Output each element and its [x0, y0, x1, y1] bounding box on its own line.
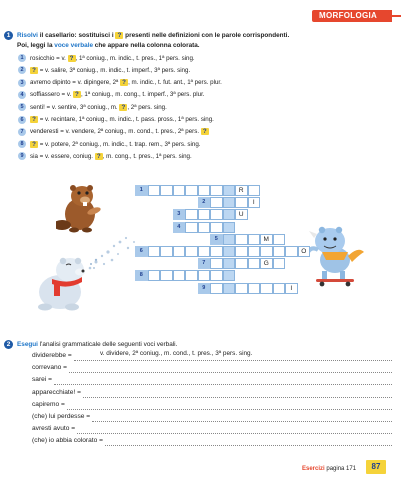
answer-line[interactable]: [83, 397, 392, 398]
crossword-cell[interactable]: [160, 270, 173, 281]
definition-number: 3: [18, 79, 26, 87]
page-number: 87: [366, 460, 386, 474]
crossword-cell[interactable]: [223, 234, 236, 245]
crossword-row-number: 8: [135, 270, 148, 281]
crossword-cell[interactable]: [273, 234, 286, 245]
definition-text: ? = v. potere, 2ª coniug., m. indic., t. trap. rem., 3ª pers. sing.: [30, 141, 201, 148]
definition-text: rosicchio = v. ? , 1ª coniug., m. indic., t. pres., 1ª pers. sing.: [30, 54, 195, 62]
question-marker: ?: [68, 55, 76, 62]
crossword-cell[interactable]: [223, 197, 236, 208]
question-marker: ?: [201, 128, 209, 135]
crossword-cell[interactable]: [173, 185, 186, 196]
crossword-cell[interactable]: [185, 270, 198, 281]
answer-line[interactable]: [69, 372, 392, 373]
crossword-grid: [135, 185, 305, 320]
crossword-cell[interactable]: M: [260, 234, 273, 245]
question-marker: ?: [119, 104, 127, 111]
question-marker: ?: [30, 67, 38, 74]
crossword-cell[interactable]: [248, 258, 261, 269]
crossword-cell[interactable]: [210, 209, 223, 220]
crossword-cell[interactable]: [210, 185, 223, 196]
definition-row: [18, 116, 214, 126]
crossword-cell[interactable]: [223, 270, 236, 281]
exercise-1-instruction-line1: [17, 32, 289, 39]
definition-number: 2: [18, 66, 26, 74]
crossword-cell[interactable]: [198, 246, 211, 257]
crossword-cell[interactable]: [173, 270, 186, 281]
beaver-illustration: [56, 178, 116, 236]
definition-text: ? = v. salire, 3ª coniug., m. indic., t. imperf., 3ª pers. sing.: [30, 67, 190, 74]
footer-reference: [302, 466, 356, 472]
crossword-cell[interactable]: [210, 222, 223, 233]
crossword-cell[interactable]: [185, 185, 198, 196]
crossword-cell[interactable]: [260, 246, 273, 257]
verb-item-label: dividerebbe =: [32, 352, 72, 359]
answer-line[interactable]: [54, 384, 392, 385]
crossword-row-number: 5: [210, 234, 223, 245]
crossword-cell[interactable]: [210, 246, 223, 257]
question-marker: ?: [95, 153, 103, 160]
question-marker: ?: [73, 91, 81, 98]
definition-row: [18, 54, 195, 64]
crossword-cell[interactable]: [148, 270, 161, 281]
crossword-cell[interactable]: [210, 258, 223, 269]
crossword-cell[interactable]: [198, 185, 211, 196]
crossword-cell[interactable]: [248, 246, 261, 257]
crossword-cell[interactable]: [185, 246, 198, 257]
definition-text: ? = v. recintare, 1ª coniug., m. indic., t. pass. pross., 1ª pers. sing.: [30, 116, 214, 123]
instruction-highlight: voce verbale: [54, 42, 94, 49]
filled-answer: v. dividere, 2ª coniug., m. cond., t. pres., 3ª pers. sing.: [100, 350, 253, 357]
crossword-cell[interactable]: [273, 258, 286, 269]
verb-item-label: (che) lui perdesse =: [32, 413, 91, 420]
crossword-cell[interactable]: G: [260, 258, 273, 269]
instruction-text-3: Poi, leggi la: [17, 42, 55, 49]
crossword-cell[interactable]: [160, 246, 173, 257]
crossword-cell[interactable]: [198, 270, 211, 281]
definition-row: [18, 140, 201, 150]
crossword-cell[interactable]: [248, 185, 261, 196]
crossword-row-number: 2: [198, 197, 211, 208]
crossword-cell[interactable]: I: [285, 283, 298, 294]
crossword-row-number: 3: [173, 209, 186, 220]
crossword-cell[interactable]: [235, 246, 248, 257]
exercise-1-instruction-line2: [17, 42, 200, 49]
crossword-cell[interactable]: [148, 246, 161, 257]
crossword-cell[interactable]: [235, 197, 248, 208]
definition-text: senti! = v. sentire, 3ª coniug., m. ? , 2ª pers. sing.: [30, 103, 167, 111]
verb-item-label: (che) io abbia colorato =: [32, 437, 103, 445]
crossword-row-number: 7: [198, 258, 211, 269]
crossword-row-number: 4: [173, 222, 186, 233]
crossword-cell[interactable]: [235, 283, 248, 294]
crossword-cell[interactable]: [185, 222, 198, 233]
section-header: [312, 8, 401, 24]
instruction-text: l'analisi grammaticale delle seguenti voci verbali.: [37, 341, 178, 348]
question-marker: ?: [30, 141, 38, 148]
definition-text: soffiassero = v. ? , 1ª coniug., m. cong., t. imperf., 3ª pers. plur.: [30, 91, 205, 99]
crossword-cell[interactable]: [223, 185, 236, 196]
crossword-cell[interactable]: [285, 246, 298, 257]
crossword-cell[interactable]: [173, 246, 186, 257]
crossword-cell[interactable]: [223, 258, 236, 269]
definition-row: [18, 128, 209, 138]
crossword-cell[interactable]: I: [248, 197, 261, 208]
crossword-cell[interactable]: [248, 283, 261, 294]
crossword-cell[interactable]: [260, 283, 273, 294]
answer-line[interactable]: [74, 360, 392, 361]
answer-line[interactable]: [77, 433, 392, 434]
instruction-text-4: che appare nella colonna colorata.: [93, 42, 200, 49]
crossword-cell[interactable]: R: [235, 185, 248, 196]
section-title: MORFOLOGIA: [319, 11, 378, 20]
instruction-keyword: Esegui: [17, 341, 38, 348]
answer-line[interactable]: [67, 409, 392, 410]
verb-item-label: capiremo =: [32, 400, 65, 408]
answer-line[interactable]: [105, 445, 392, 446]
verb-item-label: correvano =: [32, 364, 68, 372]
crossword-cell[interactable]: [160, 185, 173, 196]
crossword-cell[interactable]: [273, 283, 286, 294]
verb-item-label: avresti avuto =: [32, 425, 76, 433]
question-marker: ?: [115, 32, 123, 39]
crossword-cell[interactable]: U: [235, 209, 248, 220]
definition-number: 7: [18, 128, 26, 136]
instruction-text: il casellario: sostituisci i: [37, 32, 116, 39]
section-divider: [392, 15, 401, 17]
definition-text: avremo dipinto = v. dipingere, 2ª ? , m. indic., t. fut. ant., 1ª pers. plur.: [30, 79, 222, 87]
crossword-cell[interactable]: [248, 234, 261, 245]
question-marker: ?: [30, 116, 38, 123]
footer-page-ref: pagina 171: [324, 466, 357, 472]
crossword-cell[interactable]: [198, 209, 211, 220]
crossword-cell[interactable]: [235, 258, 248, 269]
crossword-cell[interactable]: [223, 283, 236, 294]
definition-row: [18, 91, 205, 101]
verb-item-label: apparecchiate! =: [32, 388, 81, 396]
crossword-row-number: 6: [135, 246, 148, 257]
instruction-text-2: presenti nelle definizioni con le parole corrispondenti.: [123, 32, 290, 39]
definition-text: venderesti = v. vendere, 2ª coniug., m. cond., t. pres., 2ª pers. ?: [30, 128, 209, 135]
crossword-cell[interactable]: [210, 283, 223, 294]
exercise-2-number: 2: [4, 340, 13, 349]
crossword-row-number: 1: [135, 185, 148, 196]
definition-number: 9: [18, 152, 26, 160]
definition-number: 4: [18, 91, 26, 99]
instruction-keyword: Risolvi: [17, 32, 38, 39]
definition-number: 6: [18, 116, 26, 124]
answer-line[interactable]: [92, 421, 392, 422]
rhino-illustration: [302, 222, 366, 288]
footer-keyword: Esercizi: [302, 466, 325, 472]
crossword-cell[interactable]: [223, 209, 236, 220]
definition-number: 8: [18, 140, 26, 148]
definition-row: [18, 103, 167, 113]
definition-number: 1: [18, 54, 26, 62]
crossword-cell[interactable]: [235, 234, 248, 245]
definition-row: [18, 152, 192, 162]
crossword-cell[interactable]: [210, 270, 223, 281]
crossword-cell[interactable]: [198, 222, 211, 233]
definition-text: sia = v. essere, coniug. ? , m. cong., t. pres., 1ª pers. sing.: [30, 152, 192, 160]
exercise-2-instruction: [17, 341, 177, 348]
crossword-cell[interactable]: [273, 246, 286, 257]
crossword-cell[interactable]: [223, 222, 236, 233]
definition-number: 5: [18, 103, 26, 111]
crossword-row-number: 9: [198, 283, 211, 294]
crossword-cell[interactable]: [185, 209, 198, 220]
definition-row: [18, 66, 190, 76]
crossword-cell[interactable]: [210, 197, 223, 208]
definition-row: [18, 79, 222, 89]
exercise-1-number: 1: [4, 31, 13, 40]
crossword-cell[interactable]: O: [298, 246, 311, 257]
crossword-cell[interactable]: [223, 246, 236, 257]
crossword-cell[interactable]: [148, 185, 161, 196]
verb-item-label: sarei =: [32, 376, 52, 384]
question-marker: ?: [120, 79, 128, 86]
snow-breath-illustration: [82, 232, 140, 274]
